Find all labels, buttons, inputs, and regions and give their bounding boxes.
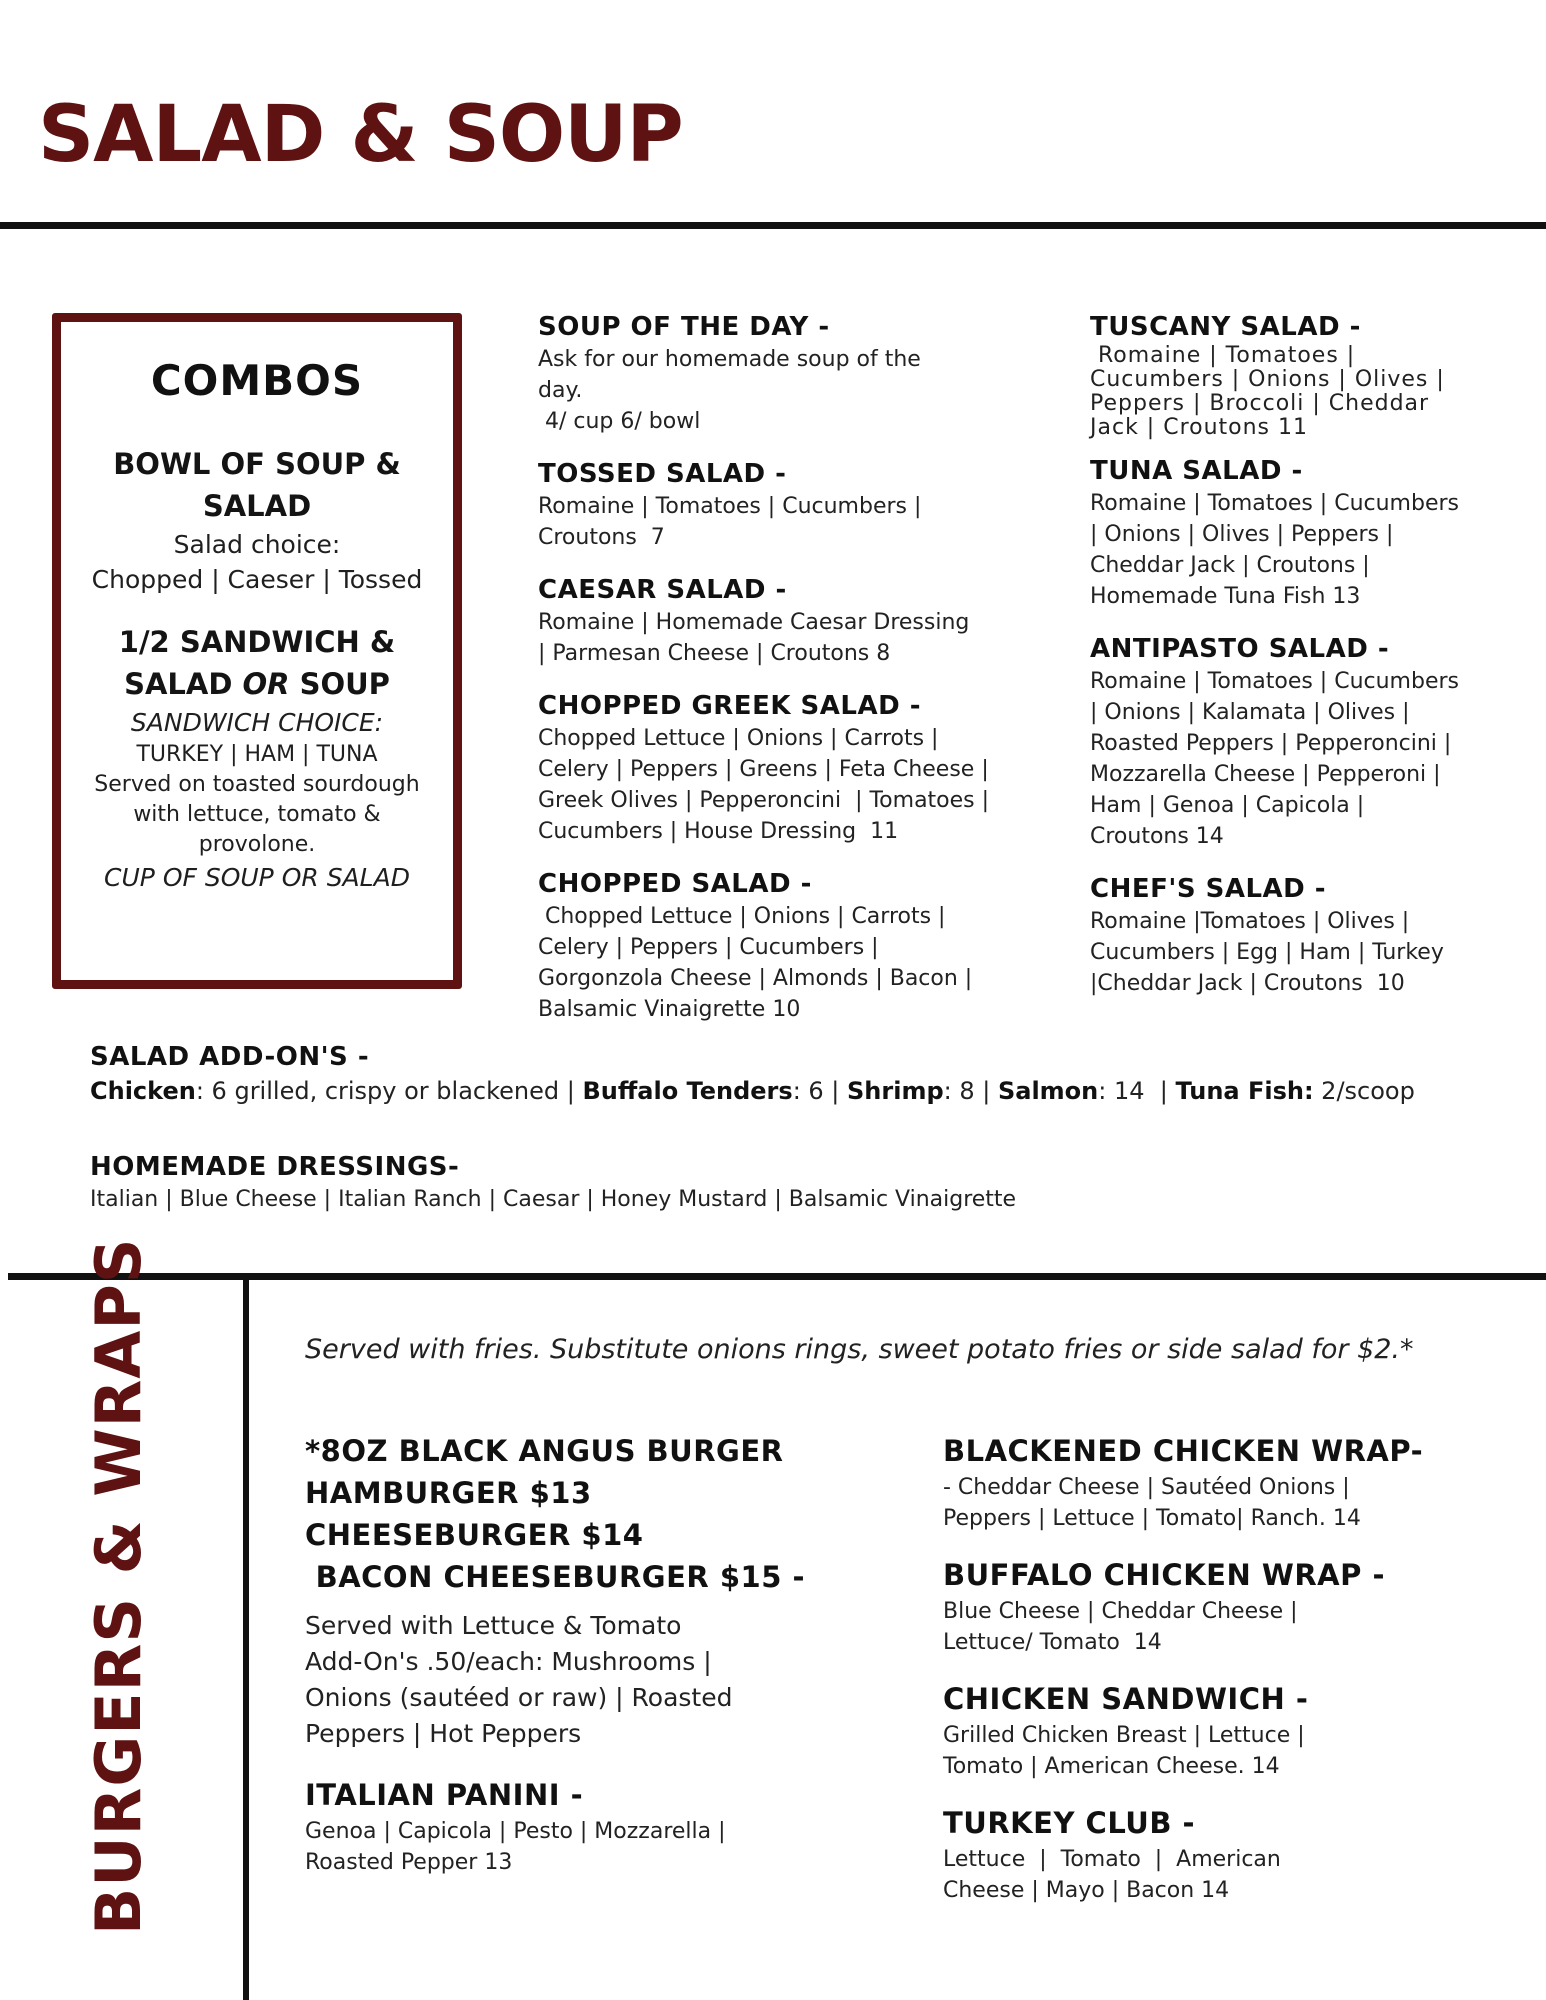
item-desc: 4/ cup 6/ bowl <box>538 409 701 434</box>
item-desc: Onions (sautéed or raw) | Roasted <box>305 1683 733 1712</box>
dressings-title: HOMEMADE DRESSINGS- <box>90 1152 460 1182</box>
menu-item <box>943 1802 1523 1906</box>
combo2-title-part1: SALAD <box>124 667 243 701</box>
item-title: HAMBURGER $13 <box>305 1476 592 1510</box>
item-title: CHOPPED SALAD - <box>538 869 812 899</box>
item-desc: Romaine | Tomatoes | Cucumbers <box>1090 491 1459 516</box>
item-desc: Romaine | Homemade Caesar Dressing <box>538 610 970 635</box>
item-desc: Lettuce/ Tomato 14 <box>943 1630 1162 1655</box>
item-desc: Lettuce | Tomato | American <box>943 1847 1281 1872</box>
menu-item <box>538 867 998 1025</box>
menu-item <box>305 1774 905 1878</box>
menu-item <box>1090 454 1546 612</box>
item-desc: Jack | Croutons 11 <box>1090 415 1309 440</box>
burgers-column <box>305 1430 905 1900</box>
item-title: ITALIAN PANINI - <box>305 1778 584 1812</box>
item-desc: | Onions | Olives | Peppers | <box>1090 522 1394 547</box>
combo1-title-line1: BOWL OF SOUP & <box>113 447 401 481</box>
page-title: SALAD & SOUP <box>38 90 683 180</box>
item-title: BLACKENED CHICKEN WRAP- <box>943 1434 1424 1468</box>
item-desc: Cucumbers | House Dressing 11 <box>538 819 899 844</box>
item-desc: Celery | Peppers | Cucumbers | <box>538 935 879 960</box>
item-desc: Romaine | Tomatoes | Cucumbers <box>1090 669 1459 694</box>
burgers-wraps-title: BURGERS & WRAPS <box>82 1237 155 1935</box>
combo1-title-line2: SALAD <box>202 489 312 523</box>
item-title: TUSCANY SALAD - <box>1090 312 1361 342</box>
addons-title: SALAD ADD-ON'S - <box>90 1042 370 1072</box>
item-desc: Blue Cheese | Cheddar Cheese | <box>943 1599 1298 1624</box>
item-desc: Mozzarella Cheese | Pepperoni | <box>1090 762 1441 787</box>
item-desc: Romaine |Tomatoes | Olives | <box>1090 909 1410 934</box>
menu-item <box>943 1554 1523 1658</box>
combo2-desc-line1: Served on toasted sourdough <box>94 772 420 797</box>
menu-item <box>538 573 998 669</box>
item-desc: Cheese | Mayo | Bacon 14 <box>943 1878 1230 1903</box>
item-title: CHICKEN SANDWICH - <box>943 1682 1309 1716</box>
item-desc: Chopped Lettuce | Onions | Carrots | <box>538 904 946 929</box>
combo2-desc-line2: with lettuce, tomato & <box>133 802 381 827</box>
item-desc: Cheddar Jack | Croutons | <box>1090 553 1370 578</box>
combo2-footer: CUP OF SOUP OR SALAD <box>104 863 410 892</box>
menu-item <box>1090 872 1546 999</box>
addon-buffalo-text: : 6 | <box>792 1077 848 1105</box>
item-title: CHEF'S SALAD - <box>1090 874 1327 904</box>
item-desc: Croutons 14 <box>1090 824 1224 849</box>
addon-shrimp-label: Shrimp <box>847 1077 944 1105</box>
item-title: BUFFALO CHICKEN WRAP - <box>943 1558 1386 1592</box>
menu-item <box>538 457 998 553</box>
addon-tuna-text: 2/scoop <box>1313 1077 1415 1105</box>
item-title: BACON CHEESEBURGER $15 - <box>305 1560 806 1594</box>
addon-salmon-text: : 14 | <box>1098 1077 1176 1105</box>
combo2-desc-line3: provolone. <box>198 832 316 857</box>
menu-item <box>538 689 998 847</box>
item-title: TOSSED SALAD - <box>538 459 787 489</box>
vertical-divider <box>243 1276 249 2000</box>
combos-title: COMBOS <box>150 356 364 405</box>
item-desc: Cucumbers | Egg | Ham | Turkey <box>1090 940 1444 965</box>
middle-menu-column <box>538 310 998 1045</box>
item-desc: | Onions | Kalamata | Olives | <box>1090 700 1410 725</box>
salad-addons <box>90 1040 1510 1108</box>
item-desc: Cucumbers | Onions | Olives | <box>1090 367 1445 392</box>
item-title: TUNA SALAD - <box>1090 456 1303 486</box>
item-desc: Ham | Genoa | Capicola | <box>1090 793 1365 818</box>
combos-box <box>52 313 462 989</box>
menu-item <box>1090 632 1546 852</box>
item-desc: Chopped Lettuce | Onions | Carrots | <box>538 726 939 751</box>
combo1-salad-choices: Chopped | Caeser | Tossed <box>91 565 423 594</box>
combo2-title-or: OR <box>242 667 290 701</box>
item-desc: Romaine | Tomatoes | Cucumbers | <box>538 494 922 519</box>
header-divider <box>0 222 1546 229</box>
item-desc: day. <box>538 378 583 403</box>
combo1-salad-choice-label: Salad choice: <box>173 530 341 559</box>
item-desc: Peppers | Broccoli | Cheddar <box>1090 391 1430 416</box>
item-desc: Greek Olives | Pepperoncini | Tomatoes | <box>538 788 990 813</box>
menu-item <box>538 310 998 437</box>
item-desc: Croutons 7 <box>538 525 665 550</box>
addon-tuna-label: Tuna Fish: <box>1175 1077 1314 1105</box>
addon-chicken-label: Chicken <box>90 1077 196 1105</box>
item-desc: Roasted Peppers | Pepperoncini | <box>1090 731 1452 756</box>
item-desc: Romaine | Tomatoes | <box>1090 343 1356 368</box>
served-with-fries-note: Served with fries. Substitute onions rings, sweet potato fries or side salad for $2.* <box>305 1334 1414 1365</box>
item-desc: Grilled Chicken Breast | Lettuce | <box>943 1723 1305 1748</box>
item-desc: Gorgonzola Cheese | Almonds | Bacon | <box>538 966 973 991</box>
item-desc: Tomato | American Cheese. 14 <box>943 1754 1280 1779</box>
item-desc: | Parmesan Cheese | Croutons 8 <box>538 641 891 666</box>
combo2-title-line1: 1/2 SANDWICH & <box>118 625 396 659</box>
item-desc: - Cheddar Cheese | Sautéed Onions | <box>943 1475 1350 1500</box>
item-desc: Peppers | Hot Peppers <box>305 1719 582 1748</box>
item-desc: Homemade Tuna Fish 13 <box>1090 584 1361 609</box>
item-desc: Celery | Peppers | Greens | Feta Cheese | <box>538 757 989 782</box>
item-title: SOUP OF THE DAY - <box>538 312 830 342</box>
item-title: CHOPPED GREEK SALAD - <box>538 691 921 721</box>
dressings-list: Italian | Blue Cheese | Italian Ranch | Caesar | Honey Mustard | Balsamic Vinaigrette <box>90 1187 1017 1212</box>
item-desc: Roasted Pepper 13 <box>305 1850 513 1875</box>
combo2-choice-label: SANDWICH CHOICE: <box>130 708 384 737</box>
section-divider <box>8 1273 1546 1280</box>
combo2-title-part3: SOUP <box>289 667 390 701</box>
item-desc: Add-On's .50/each: Mushrooms | <box>305 1647 712 1676</box>
item-title: ANTIPASTO SALAD - <box>1090 634 1390 664</box>
menu-item <box>1090 310 1546 440</box>
addon-salmon-label: Salmon <box>997 1077 1099 1105</box>
addon-buffalo-label: Buffalo Tenders <box>582 1077 793 1105</box>
addon-chicken-text: : 6 grilled, crispy or blackened | <box>195 1077 583 1105</box>
addons-list <box>90 1074 1510 1108</box>
item-title: CHEESEBURGER $14 <box>305 1518 644 1552</box>
addon-shrimp-text: : 8 | <box>943 1077 998 1105</box>
homemade-dressings <box>90 1150 1490 1216</box>
menu-item <box>305 1430 905 1752</box>
menu-item <box>943 1678 1523 1782</box>
item-desc: Genoa | Capicola | Pesto | Mozzarella | <box>305 1819 726 1844</box>
right-menu-column <box>1090 310 1546 1019</box>
combo2-choices: TURKEY | HAM | TUNA <box>136 742 378 767</box>
wraps-column <box>943 1430 1523 1926</box>
item-desc: Served with Lettuce & Tomato <box>305 1611 682 1640</box>
menu-item <box>943 1430 1523 1534</box>
item-desc: Ask for our homemade soup of the <box>538 347 921 372</box>
item-desc: Balsamic Vinaigrette 10 <box>538 997 801 1022</box>
combo2-title-line2 <box>61 663 453 705</box>
item-desc: Peppers | Lettuce | Tomato| Ranch. 14 <box>943 1506 1361 1531</box>
item-title: *8OZ BLACK ANGUS BURGER <box>305 1434 784 1468</box>
item-desc: |Cheddar Jack | Croutons 10 <box>1090 971 1405 996</box>
item-title: CAESAR SALAD - <box>538 575 787 605</box>
item-title: TURKEY CLUB - <box>943 1806 1196 1840</box>
